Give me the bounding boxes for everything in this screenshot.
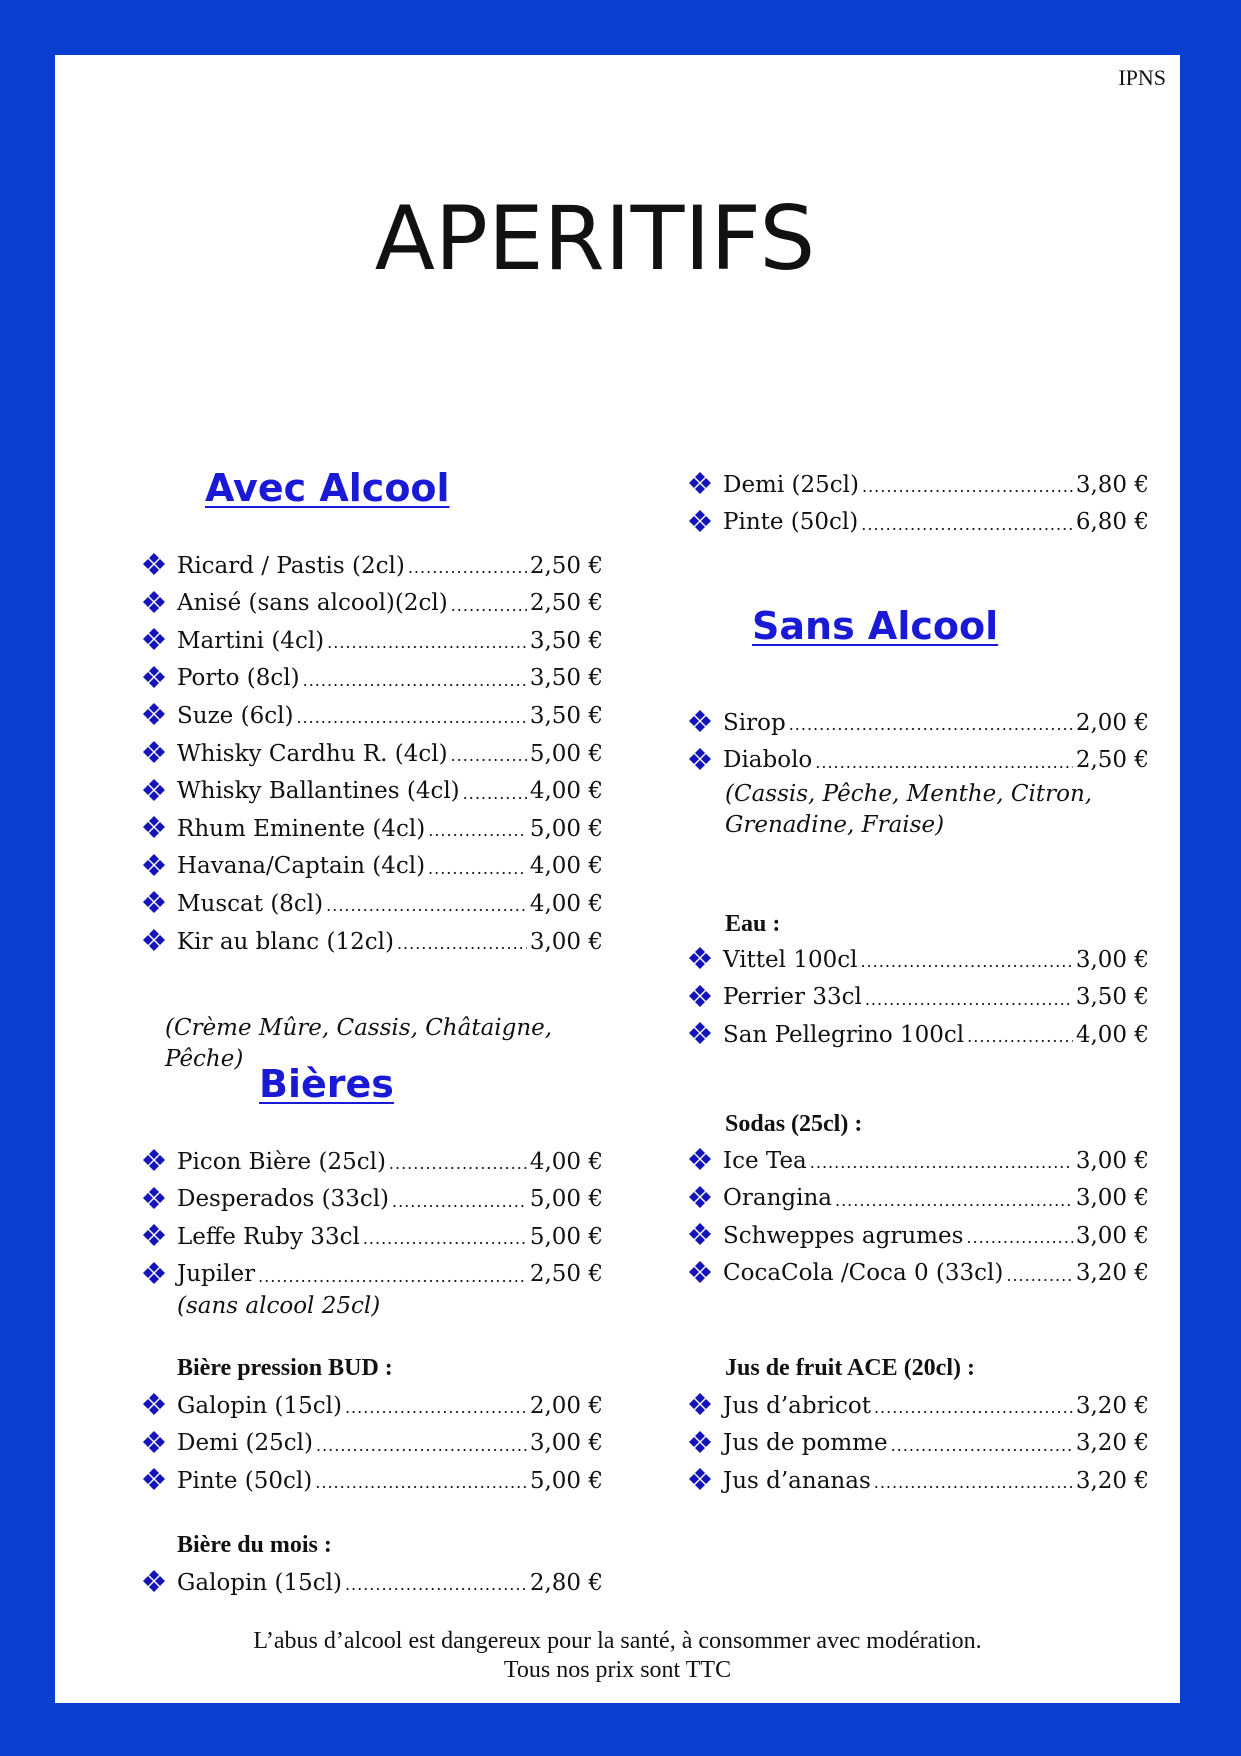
menu-item — [687, 1427, 1149, 1461]
diamond-bullet-icon — [141, 740, 177, 768]
footer-prices-note: Tous nos prix sont TTC — [503, 1657, 732, 1683]
menu-item-name: Schweppes agrumes — [723, 1222, 964, 1249]
diamond-bullet-icon — [687, 1147, 723, 1175]
sodas-heading: Sodas (25cl) : — [725, 1111, 863, 1137]
diamond-bullet-icon — [687, 1467, 723, 1495]
menu-item-price: 5,00 € — [529, 1186, 603, 1213]
menu-item-price: 3,20 € — [1075, 1260, 1149, 1287]
menu-item-price: 3,00 € — [1075, 1147, 1149, 1174]
menu-item-price: 4,00 € — [529, 890, 603, 917]
menu-item-price: 5,00 € — [529, 815, 603, 842]
menu-item — [141, 737, 603, 771]
menu-item-price: 2,50 € — [529, 590, 603, 617]
menu-item-price: 5,00 € — [529, 1223, 603, 1250]
menu-item — [141, 699, 603, 733]
menu-item — [141, 549, 603, 583]
dot-leader — [463, 786, 527, 809]
dot-leader — [345, 1577, 527, 1600]
diamond-bullet-icon — [141, 890, 177, 918]
diamond-bullet-icon — [141, 928, 177, 956]
dot-leader — [810, 1155, 1073, 1178]
dot-leader — [451, 748, 527, 771]
diamond-bullet-icon — [141, 1261, 177, 1289]
menu-item-name: Suze (6cl) — [177, 702, 294, 729]
diabolo-note-line2: Grenadine, Fraise) — [725, 812, 945, 838]
menu-item — [141, 1258, 603, 1292]
diamond-bullet-icon — [687, 946, 723, 974]
menu-item-price: 2,50 € — [529, 1261, 603, 1288]
menu-item-name: Diabolo — [723, 747, 813, 774]
menu-item-price: 3,00 € — [529, 1430, 603, 1457]
menu-item-name: Martini (4cl) — [177, 627, 325, 654]
menu-item-name: Orangina — [723, 1185, 832, 1212]
menu-item — [687, 506, 1149, 540]
dot-leader — [392, 1194, 527, 1217]
diamond-bullet-icon — [687, 709, 723, 737]
menu-item-price: 3,80 € — [1075, 471, 1149, 498]
menu-item-name: Anisé (sans alcool)(2cl) — [177, 590, 448, 617]
diamond-bullet-icon — [141, 665, 177, 693]
menu-item-name: Ricard / Pastis (2cl) — [177, 552, 405, 579]
menu-item-price: 3,50 € — [529, 702, 603, 729]
menu-item-name: Vittel 100cl — [723, 946, 858, 973]
menu-item — [687, 744, 1149, 778]
diamond-bullet-icon — [687, 1185, 723, 1213]
menu-item-name: Rhum Eminente (4cl) — [177, 815, 426, 842]
biere-du-mois-heading: Bière du mois : — [177, 1532, 332, 1558]
menu-item-name: Pinte (50cl) — [177, 1467, 313, 1494]
menu-item-name: Porto (8cl) — [177, 665, 300, 692]
menu-page — [55, 55, 1180, 1703]
menu-item-name: Ice Tea — [723, 1147, 807, 1174]
menu-item-price: 4,00 € — [529, 853, 603, 880]
menu-item-name: Whisky Ballantines (4cl) — [177, 778, 460, 805]
diamond-bullet-icon — [141, 1569, 177, 1597]
menu-item — [141, 662, 603, 696]
dot-leader — [891, 1438, 1073, 1461]
diamond-bullet-icon — [141, 1223, 177, 1251]
menu-item-name: Leffe Ruby 33cl — [177, 1223, 360, 1250]
diamond-bullet-icon — [141, 853, 177, 881]
diamond-bullet-icon — [141, 1430, 177, 1458]
menu-item-name: Desperados (33cl) — [177, 1186, 390, 1213]
menu-item-price: 5,00 € — [529, 740, 603, 767]
menu-item-name: Jus de pomme — [723, 1430, 888, 1457]
menu-item — [687, 1182, 1149, 1216]
menu-item — [687, 1018, 1149, 1052]
menu-item-name: Jus d’abricot — [723, 1392, 871, 1419]
menu-item-price: 3,20 € — [1075, 1392, 1149, 1419]
menu-item-price: 4,00 € — [529, 778, 603, 805]
menu-item-name: Demi (25cl) — [177, 1430, 313, 1457]
menu-item-name: Whisky Cardhu R. (4cl) — [177, 740, 448, 767]
dot-leader — [860, 954, 1072, 977]
page-title: APERITIFS — [374, 187, 816, 290]
menu-item-name: Jupiler — [177, 1261, 256, 1288]
dot-leader — [815, 755, 1073, 778]
menu-item-name: Perrier 33cl — [723, 984, 862, 1011]
dot-leader — [408, 560, 527, 583]
diamond-bullet-icon — [141, 627, 177, 655]
diamond-bullet-icon — [687, 747, 723, 775]
menu-item-price: 3,50 € — [1075, 984, 1149, 1011]
menu-item-price: 2,50 € — [1075, 747, 1149, 774]
dot-leader — [428, 861, 527, 884]
menu-item-price: 5,00 € — [529, 1467, 603, 1494]
menu-item — [141, 1566, 603, 1600]
menu-item-name: Galopin (15cl) — [177, 1392, 342, 1419]
pression-heading: Bière pression BUD : — [177, 1355, 393, 1381]
dot-leader — [428, 823, 527, 846]
menu-item — [141, 1389, 603, 1423]
menu-item — [687, 1464, 1149, 1498]
menu-item — [687, 981, 1149, 1015]
dot-leader — [835, 1193, 1073, 1216]
dot-leader — [316, 1438, 527, 1461]
menu-item — [141, 812, 603, 846]
dot-leader — [874, 1475, 1073, 1498]
menu-item-name: Sirop — [723, 709, 786, 736]
menu-item-name: Havana/Captain (4cl) — [177, 853, 426, 880]
dot-leader — [874, 1400, 1073, 1423]
menu-item-name: Pinte (50cl) — [723, 509, 859, 536]
menu-item-name: Kir au blanc (12cl) — [177, 928, 394, 955]
diabolo-note-line1: (Cassis, Pêche, Menthe, Citron, — [725, 781, 1093, 807]
menu-item — [141, 1183, 603, 1217]
dot-leader — [865, 992, 1073, 1015]
diamond-bullet-icon — [687, 1260, 723, 1288]
dot-leader — [315, 1475, 527, 1498]
menu-item-price: 4,00 € — [529, 1148, 603, 1175]
ipns-tag: IPNS — [1118, 65, 1166, 90]
menu-item — [141, 1145, 603, 1179]
dot-leader — [296, 710, 526, 733]
jus-heading: Jus de fruit ACE (20cl) : — [725, 1355, 975, 1381]
dot-leader — [326, 898, 527, 921]
diamond-bullet-icon — [141, 1392, 177, 1420]
diamond-bullet-icon — [141, 1186, 177, 1214]
diabolo-note — [725, 779, 1092, 841]
footer-warning: L’abus d’alcool est dangereux pour la santé, à consommer avec modération. — [253, 1628, 982, 1654]
section-title-bieres: Bières — [259, 1062, 394, 1106]
menu-item — [141, 587, 603, 621]
menu-item-name: CocaCola /Coca 0 (33cl) — [723, 1260, 1004, 1287]
dot-leader — [397, 936, 527, 959]
eau-heading: Eau : — [725, 911, 781, 937]
menu-item-name: Demi (25cl) — [723, 471, 859, 498]
diamond-bullet-icon — [141, 1467, 177, 1495]
menu-item — [141, 1427, 603, 1461]
menu-item-price: 2,50 € — [529, 552, 603, 579]
menu-item — [687, 706, 1149, 740]
diamond-bullet-icon — [687, 509, 723, 537]
diamond-bullet-icon — [141, 815, 177, 843]
menu-item-price: 6,80 € — [1075, 509, 1149, 536]
menu-item-price: 4,00 € — [1075, 1021, 1149, 1048]
diamond-bullet-icon — [687, 1222, 723, 1250]
menu-item-price: 3,00 € — [1075, 1222, 1149, 1249]
menu-item — [141, 850, 603, 884]
menu-item-price: 3,20 € — [1075, 1430, 1149, 1457]
menu-item-price: 3,00 € — [1075, 1185, 1149, 1212]
menu-item-price: 3,00 € — [529, 928, 603, 955]
dot-leader — [363, 1231, 527, 1254]
section-title-sans-alcool: Sans Alcool — [752, 604, 999, 648]
diamond-bullet-icon — [687, 471, 723, 499]
dot-leader — [862, 479, 1073, 502]
menu-item-price: 3,00 € — [1075, 946, 1149, 973]
dot-leader — [345, 1400, 527, 1423]
dot-leader — [389, 1156, 527, 1179]
menu-item — [141, 925, 603, 959]
dot-leader — [789, 717, 1073, 740]
diamond-bullet-icon — [141, 778, 177, 806]
diamond-bullet-icon — [687, 1430, 723, 1458]
menu-item — [687, 1389, 1149, 1423]
dot-leader — [967, 1029, 1073, 1052]
dot-leader — [258, 1269, 527, 1292]
dot-leader — [303, 673, 527, 696]
menu-item — [687, 1144, 1149, 1178]
menu-item — [141, 887, 603, 921]
menu-item — [687, 1219, 1149, 1253]
diamond-bullet-icon — [687, 1021, 723, 1049]
menu-item — [687, 468, 1149, 502]
menu-item — [141, 1464, 603, 1498]
diamond-bullet-icon — [141, 590, 177, 618]
menu-item — [687, 943, 1149, 977]
menu-item-price: 2,00 € — [529, 1392, 603, 1419]
menu-item-price: 3,50 € — [529, 665, 603, 692]
diamond-bullet-icon — [141, 702, 177, 730]
jupiler-note: (sans alcool 25cl) — [177, 1293, 381, 1319]
menu-item — [141, 775, 603, 809]
kir-note-line2: Pêche) — [165, 1046, 244, 1072]
dot-leader — [451, 598, 527, 621]
diamond-bullet-icon — [141, 552, 177, 580]
menu-item-price: 3,20 € — [1075, 1467, 1149, 1494]
menu-item-price: 2,00 € — [1075, 709, 1149, 736]
dot-leader — [327, 635, 527, 658]
menu-item-name: Muscat (8cl) — [177, 890, 324, 917]
menu-item-name: Jus d’ananas — [723, 1467, 871, 1494]
dot-leader — [966, 1230, 1072, 1253]
diamond-bullet-icon — [687, 984, 723, 1012]
dot-leader — [1006, 1268, 1072, 1291]
menu-item — [687, 1257, 1149, 1291]
footer — [55, 1627, 1180, 1685]
menu-item-price: 2,80 € — [529, 1569, 603, 1596]
diamond-bullet-icon — [687, 1392, 723, 1420]
menu-item-name: San Pellegrino 100cl — [723, 1021, 965, 1048]
dot-leader — [861, 517, 1073, 540]
menu-item — [141, 1220, 603, 1254]
menu-item — [141, 624, 603, 658]
diamond-bullet-icon — [141, 1148, 177, 1176]
menu-item-name: Galopin (15cl) — [177, 1569, 342, 1596]
menu-item-name: Picon Bière (25cl) — [177, 1148, 386, 1175]
menu-item-price: 3,50 € — [529, 627, 603, 654]
kir-note-line1: (Crème Mûre, Cassis, Châtaigne, — [165, 1015, 553, 1041]
section-title-avec-alcool: Avec Alcool — [205, 466, 450, 510]
